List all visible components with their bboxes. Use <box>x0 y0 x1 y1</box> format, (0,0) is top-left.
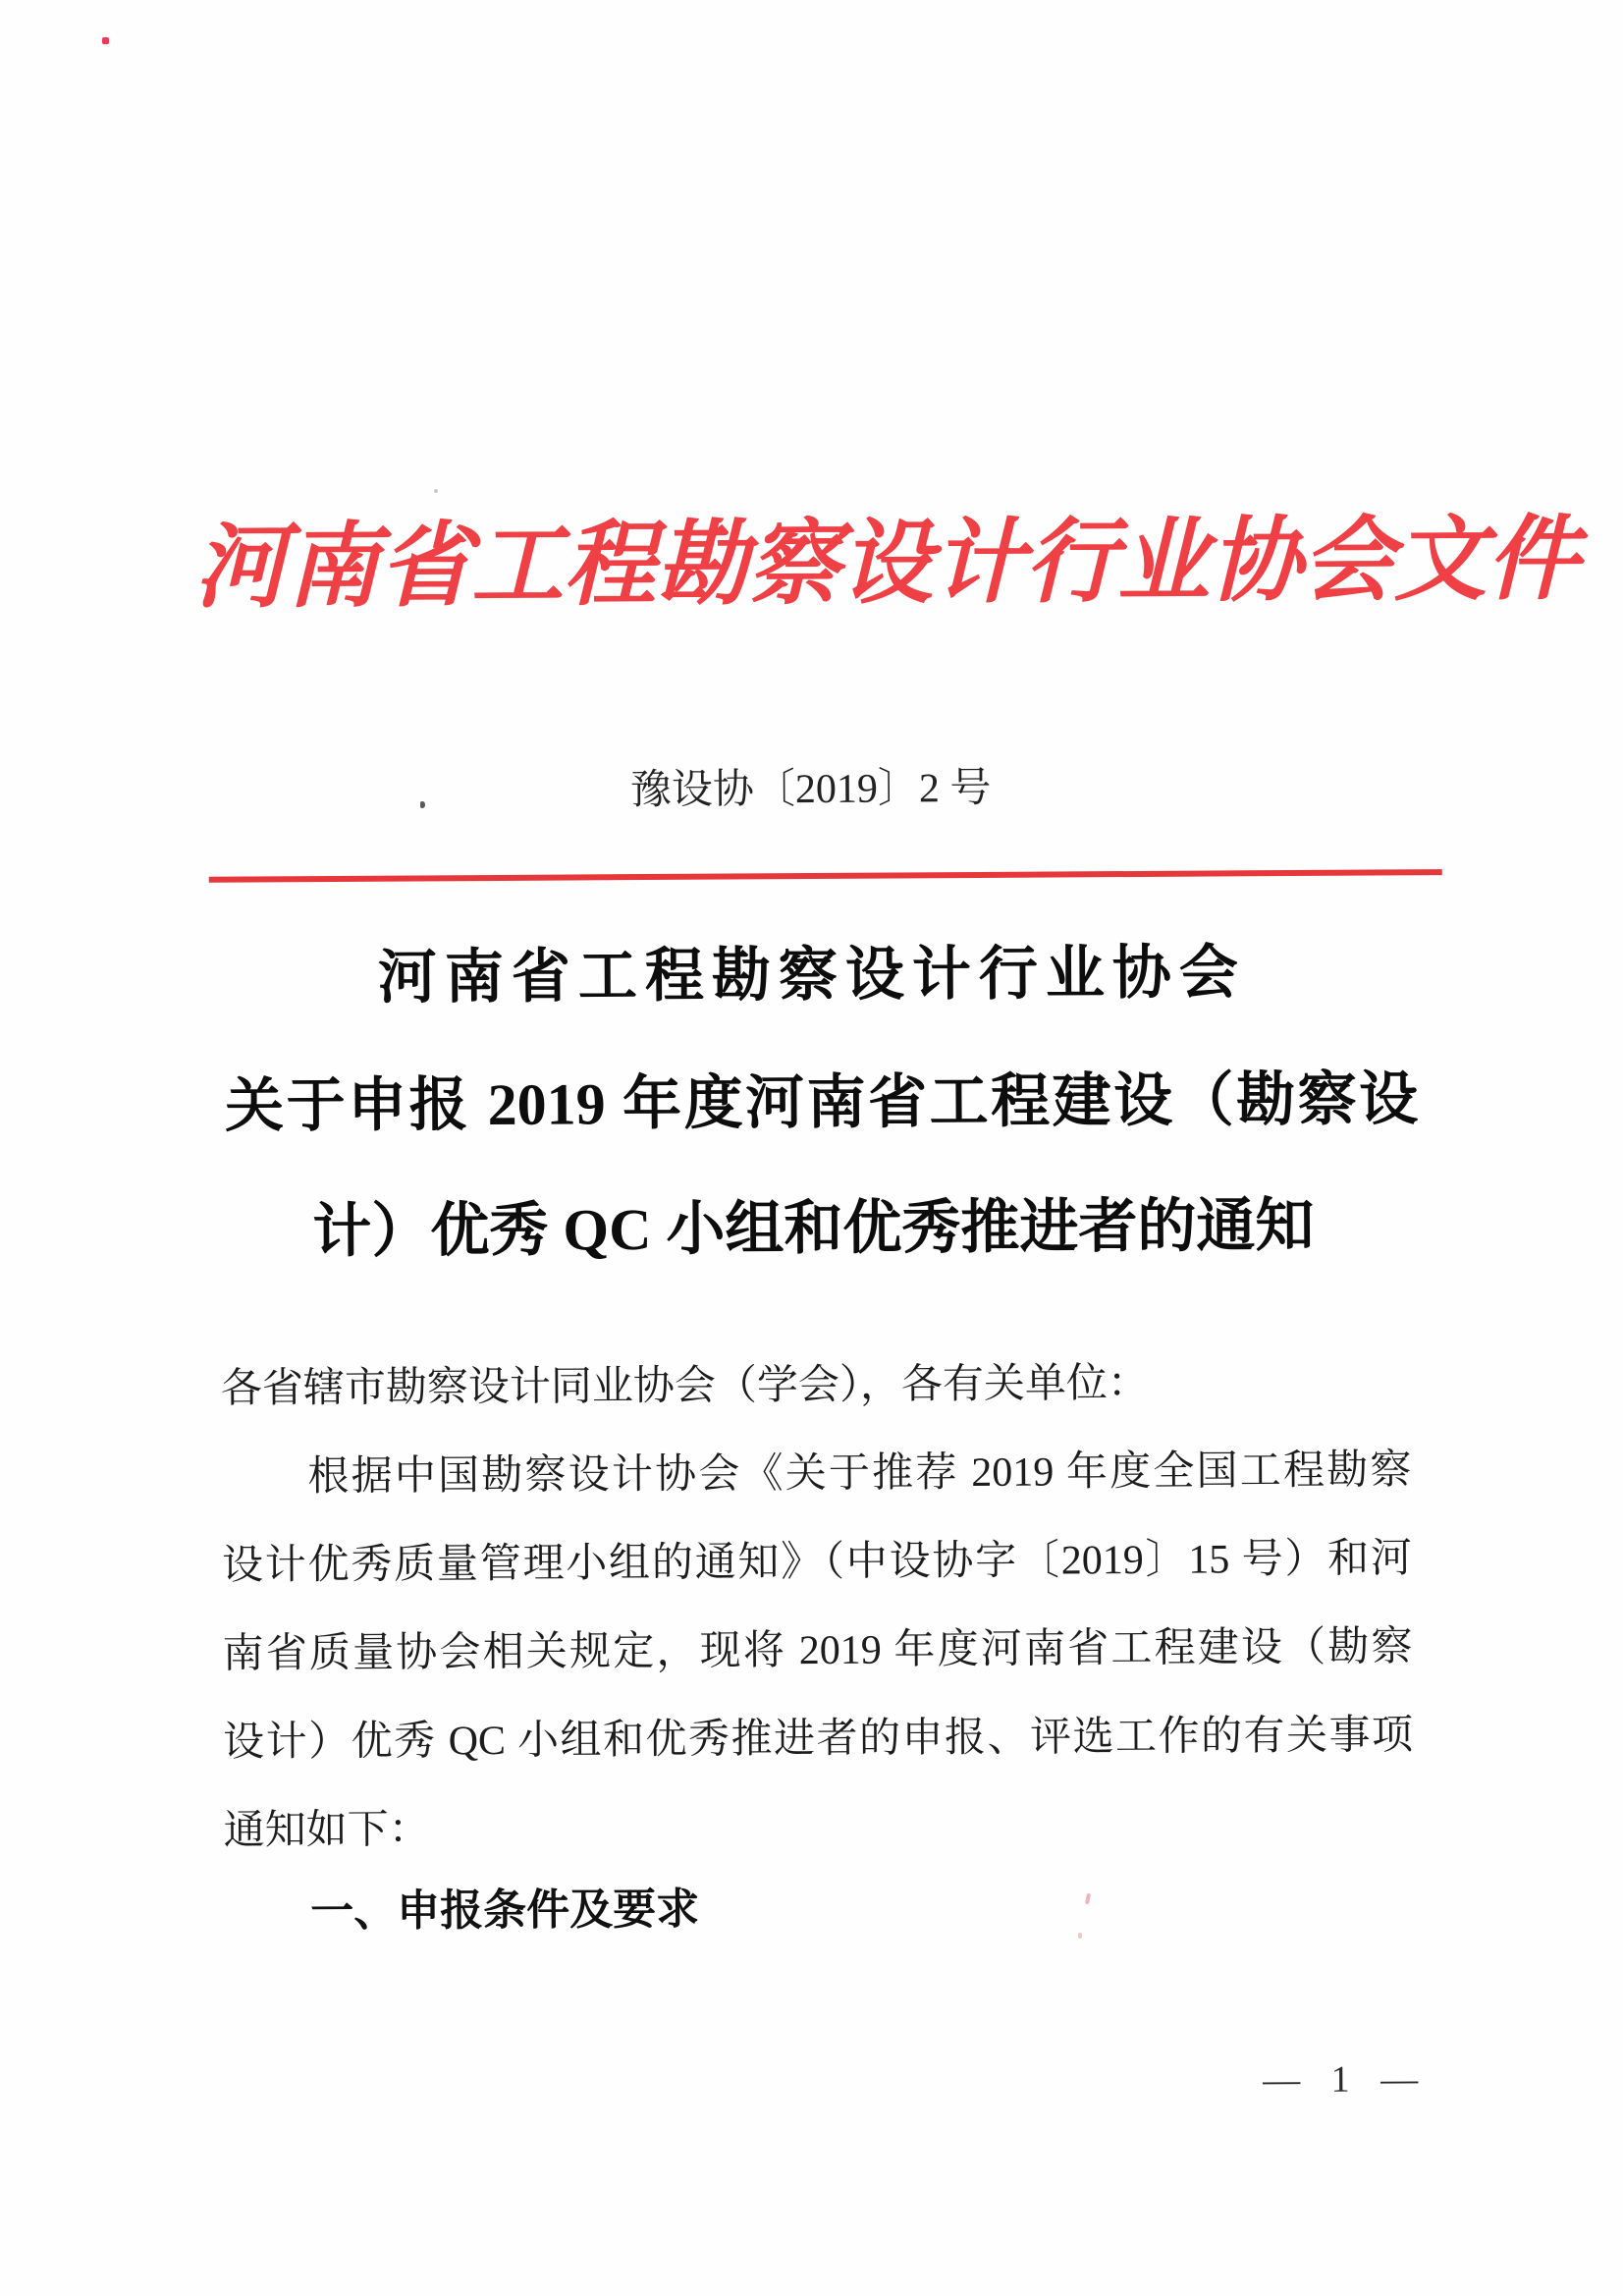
document-title-line1: 河南省工程勘察设计行业协会 <box>377 940 1247 1011</box>
salutation-line: 各省辖市勘察设计同业协会（学会），各有关单位： <box>220 1360 1150 1412</box>
scan-speck <box>1078 1933 1082 1939</box>
masthead-title: 河南省工程勘察设计行业协会文件 <box>193 509 1580 620</box>
body-line: 设计优秀质量管理小组的通知》（中设协字〔2019〕15 号）和河 <box>221 1536 1413 1589</box>
body-line: 根据中国勘察设计协会《关于推荐 2019 年度全国工程勘察 <box>307 1448 1412 1501</box>
body-line: 设计）优秀 QC 小组和优秀推进者的申报、评选工作的有关事项 <box>222 1713 1414 1766</box>
document-title-line3: 计）优秀 QC 小组和优秀推进者的通知 <box>312 1192 1315 1265</box>
scan-speck <box>102 37 109 44</box>
page-number: — 1 — <box>1263 2058 1423 2102</box>
body-line: 通知如下： <box>223 1807 430 1854</box>
body-line: 南省质量协会相关规定，现将 2019 年度河南省工程建设（勘察 <box>222 1624 1413 1677</box>
scan-speck <box>420 801 425 808</box>
red-separator-line <box>209 869 1442 883</box>
section-heading: 一、申报条件及要求 <box>310 1885 700 1937</box>
scan-speck <box>434 489 438 493</box>
doc-number: 豫设协〔2019〕2 号 <box>629 765 992 814</box>
document-title-line2: 关于申报 2019 年度河南省工程建设（勘察设 <box>224 1066 1419 1139</box>
